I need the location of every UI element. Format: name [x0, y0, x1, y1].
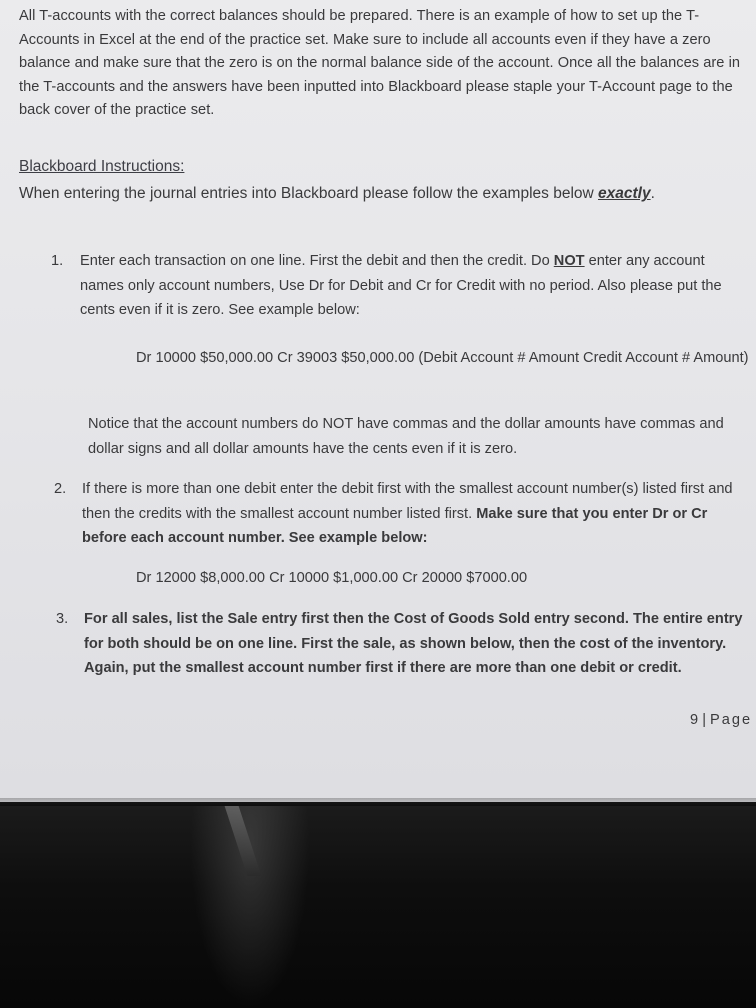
item-2-example: Dr 12000 $8,000.00 Cr 10000 $1,000.00 Cr 20000 $7000.00 [136, 570, 528, 586]
item-3-number: 3. [56, 611, 69, 627]
item-1-example: Dr 10000 $50,000.00 Cr 39003 $50,000.00 (Debit Account # Amount Credit Account # Amount) [136, 350, 749, 366]
page-number [690, 710, 752, 730]
item-2-text-a: If there is more than one debit enter the debit first with the smallest account number(s) listed first and then the credits with the smallest account number listed first. [82, 481, 733, 522]
item-1-text [80, 249, 752, 323]
instructions-lead-text: When entering the journal entries into Blackboard please follow the examples below [19, 185, 599, 202]
background-surface [0, 806, 756, 1008]
item-1-number: 1. [51, 253, 64, 269]
item-2-text-bold: Make sure that you enter Dr or Cr before each account number. See example below: [82, 505, 708, 546]
item-1-note: Notice that the account numbers do NOT have commas and the dollar amounts have commas and dollar signs and all dollar amounts have the cents even if it is zero. [88, 416, 724, 457]
page-number-separator: | [702, 712, 706, 728]
background-highlight [190, 806, 310, 1008]
item-2-number: 2. [54, 481, 67, 497]
item-3-text: For all sales, list the Sale entry first then the Cost of Goods Sold entry second. The entire entry for both should be on one line. First the sale, as shown below, then the cost of the inventory. Again, put the smallest account number first if there are more than one debit or credit. [84, 611, 743, 676]
instructions-lead-emphasis: exactly [598, 185, 651, 202]
page-number-value: 9 [690, 712, 699, 728]
item-1-text-b: enter any account names only account numbers, Use Dr for Debit and Cr for Credit with no period. Also please put the cents even if it is zero. See example below: [80, 253, 722, 318]
page-number-label: Page [710, 712, 753, 728]
instructions-lead-end: . [650, 185, 655, 202]
item-1-not-emphasis: NOT [553, 253, 585, 269]
item-2-text [82, 477, 754, 551]
intro-paragraph: All T-accounts with the correct balances should be prepared. There is an example of how to set up the T-Accounts in Excel at the end of the practice set. Make sure to include all accounts even if they have a zero balance and make sure that the zero is on the normal balance side of the account. Once all the balances are in the T-accounts and the answers have been inputted into Blackboard please staple your T-Account page to the back cover of the practice set. [19, 8, 741, 118]
item-1-text-a: Enter each transaction on one line. First the debit and then the credit. Do [80, 253, 554, 269]
instructions-lead [19, 182, 756, 205]
instructions-heading: Blackboard Instructions: [19, 158, 185, 175]
